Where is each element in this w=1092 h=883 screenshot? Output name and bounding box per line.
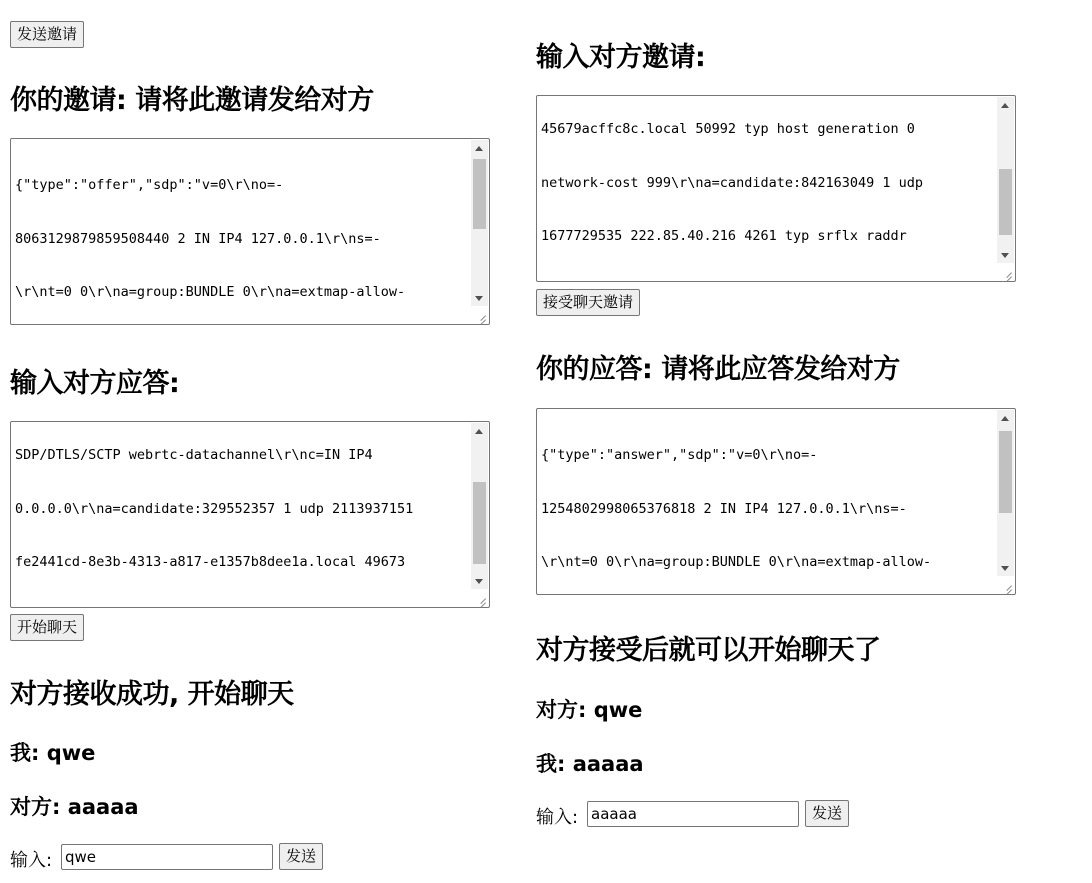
resize-grip-icon[interactable]	[471, 589, 488, 606]
enter-invite-textarea[interactable]	[536, 95, 1016, 282]
scrollbar-thumb[interactable]	[473, 482, 486, 564]
chat-message: 对方: aaaaa	[10, 795, 139, 819]
scroll-up-arrow-icon[interactable]	[475, 429, 483, 434]
your-invite-textarea[interactable]	[10, 138, 490, 325]
send-invite-button[interactable]: 发送邀请	[10, 21, 84, 48]
resize-grip-icon[interactable]	[997, 263, 1014, 280]
scroll-down-arrow-icon[interactable]	[475, 579, 483, 584]
scroll-up-arrow-icon[interactable]	[1001, 103, 1009, 108]
send-button[interactable]: 发送	[805, 800, 849, 827]
input-label: 输入:	[536, 807, 579, 828]
scrollbar-thumb[interactable]	[999, 431, 1012, 513]
scrollbar[interactable]	[997, 97, 1014, 280]
scrollbar[interactable]	[997, 410, 1014, 593]
enter-invite-text: 45679acffc8c.local 50992 typ host generation 0 network-cost 999\r\na=candidate:842163049 1 udp 1677729535 222.85.40.216 4261 typ srflx raddr	[541, 120, 924, 245]
success-heading: 对方接收成功, 开始聊天	[10, 679, 294, 710]
scrollbar-thumb[interactable]	[999, 169, 1012, 235]
enter-answer-heading: 输入对方应答:	[10, 368, 180, 399]
resize-grip-icon[interactable]	[471, 306, 488, 323]
enter-answer-text: SDP/DTLS/SCTP webrtc-datachannel\r\nc=IN IP4 0.0.0.0\r\na=candidate:329552357 1 udp 2113937151 fe2441cd-8e3b-4313-a817-e1357b8dee1a.local 49673	[15, 446, 414, 571]
enter-invite-heading: 输入对方邀请:	[536, 42, 706, 73]
chat-message: 我: qwe	[10, 741, 96, 765]
your-answer-heading: 你的应答: 请将此应答发给对方	[536, 354, 900, 385]
chat-message: 我: aaaaa	[536, 752, 644, 776]
your-invite-heading: 你的邀请: 请将此邀请发给对方	[10, 85, 374, 116]
scroll-down-arrow-icon[interactable]	[475, 296, 483, 301]
scroll-up-arrow-icon[interactable]	[475, 146, 483, 151]
send-button[interactable]: 发送	[279, 843, 323, 870]
scrollbar-thumb[interactable]	[473, 159, 486, 229]
scroll-down-arrow-icon[interactable]	[1001, 253, 1009, 258]
your-invite-text: {"type":"offer","sdp":"v=0\r\no=- 8063129879859508440 2 IN IP4 127.0.0.1\r\ns=- \r\nt=0 0\r\na=group:BUNDLE 0\r\na=extmap-allow-	[15, 176, 406, 301]
input-label: 输入:	[10, 850, 53, 871]
scroll-up-arrow-icon[interactable]	[1001, 416, 1009, 421]
resize-grip-icon[interactable]	[997, 576, 1014, 593]
chat-message: 对方: qwe	[536, 698, 643, 722]
scrollbar[interactable]	[471, 423, 488, 606]
start-chat-button[interactable]: 开始聊天	[10, 614, 84, 641]
scrollbar[interactable]	[471, 140, 488, 323]
scroll-down-arrow-icon[interactable]	[1001, 566, 1009, 571]
enter-answer-textarea[interactable]	[10, 421, 490, 608]
chat-input[interactable]	[587, 801, 799, 827]
your-answer-text: {"type":"answer","sdp":"v=0\r\no=- 1254802998065376818 2 IN IP4 127.0.0.1\r\ns=- \r\nt=0 0\r\na=group:BUNDLE 0\r\na=extmap-allow-	[541, 446, 932, 571]
accept-invite-button[interactable]: 接受聊天邀请	[536, 289, 640, 316]
your-answer-textarea[interactable]	[536, 408, 1016, 595]
chat-input[interactable]	[61, 844, 273, 870]
after-accept-heading: 对方接受后就可以开始聊天了	[536, 635, 881, 666]
